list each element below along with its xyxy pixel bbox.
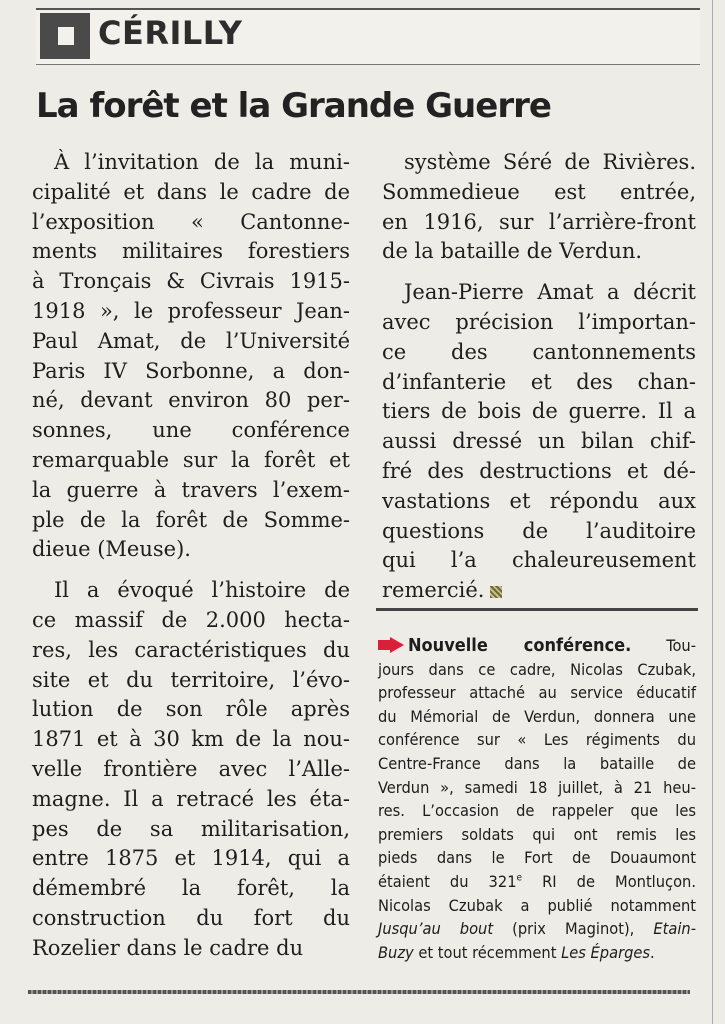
article-line: lution de son rôle après: [32, 697, 350, 722]
article-line: fré des destructions et dé-: [382, 458, 696, 483]
article-line: Jean-Pierre Amat a décrit: [404, 280, 696, 305]
article-line: Paris IV Sorbonne, a don-: [32, 358, 350, 383]
sidebar-line: [378, 870, 696, 894]
article-line: né, devant environ 80 per-: [32, 388, 350, 413]
article-line: remercié.: [382, 576, 696, 606]
section-name: CÉRILLY: [98, 14, 243, 52]
article-line: Paul Amat, de l’Université: [32, 328, 350, 353]
paragraph-gap: [32, 565, 350, 576]
article-line: Sommedieue est entrée,: [382, 179, 696, 204]
sidebar-superscript: e: [516, 872, 523, 884]
sidebar-line: Verdun », samedi 18 juillet, à 21 heu-: [378, 777, 696, 797]
article-line: questions de l’auditoire: [382, 518, 696, 543]
article-line: velle frontière avec l’Alle-: [32, 756, 350, 781]
article-line: pes de sa militarisation,: [32, 816, 350, 841]
sidebar-line: professeur attaché au service éducatif: [378, 683, 696, 703]
article-line: en 1916, sur l’arrière-front: [382, 209, 696, 234]
article-line: 1871 et à 30 km de la nou-: [32, 727, 350, 752]
article-line: ce massif de 2.000 hecta-: [32, 607, 350, 632]
sidebar-text: RI de Montluçon.: [522, 871, 696, 891]
article-line: sonnes, une conférence: [32, 418, 350, 443]
sidebar-rule: [376, 608, 698, 611]
article-line: Il a évoqué l’histoire de: [54, 578, 350, 603]
sidebar-box: [378, 634, 696, 964]
sidebar-line: [378, 941, 696, 965]
sidebar-line: du Mémorial de Verdun, donnera une: [378, 706, 696, 726]
article-line: tiers de bois de guerre. Il a: [382, 399, 696, 424]
sidebar-lead-rest: Tou-: [631, 636, 696, 655]
sidebar-line: Nicolas Czubak a publié notamment: [378, 895, 696, 915]
article-line: aussi dressé un bilan chif-: [382, 429, 696, 454]
red-arrow-icon: [378, 637, 404, 653]
article-line: site et du territoire, l’évo-: [32, 667, 350, 692]
square-marker-icon: [40, 13, 90, 59]
sidebar-line: jours dans ce cadre, Nicolas Czubak,: [378, 659, 696, 679]
article-line: l’exposition « Cantonne-: [32, 209, 350, 234]
sidebar-text: étaient du 321: [378, 871, 517, 891]
article-line: Rozelier dans le cadre du: [32, 935, 304, 960]
article-line: de la bataille de Verdun.: [382, 239, 643, 264]
article-line: cipalité et dans le cadre de: [32, 179, 350, 204]
article-line: entre 1875 et 1914, qui a: [32, 846, 350, 871]
sidebar-line: [378, 917, 696, 941]
book-title: Les Éparges: [561, 942, 651, 962]
sidebar-text: (prix Maginot),: [493, 919, 654, 939]
article-line: 1918 », le professeur Jean-: [32, 298, 350, 323]
paragraph-gap: [382, 267, 696, 278]
article-line: la guerre à travers l’exem-: [32, 477, 350, 502]
article-line: magne. Il a retracé les éta-: [32, 786, 350, 811]
article-line: à Tronçais & Civrais 1915-: [32, 269, 350, 294]
sidebar-line: premiers soldats qui ont remis les: [378, 824, 696, 844]
article-column-left: [32, 148, 350, 964]
book-title: Etain-: [653, 919, 697, 939]
sidebar-line: pieds dans le Fort de Douaumont: [378, 848, 696, 868]
article-line: démembré la forêt, la: [32, 876, 350, 901]
article-line: d’infanterie et des chan-: [382, 369, 696, 394]
article-line: avec précision l’importan-: [382, 309, 696, 334]
sidebar-line: [378, 634, 696, 658]
book-title: Buzy: [378, 942, 414, 962]
sidebar-text: .: [650, 942, 655, 962]
bottom-dotted-rule: [28, 990, 690, 994]
book-title: Jusqu’au bout: [378, 919, 494, 939]
article-line: qui l’a chaleureusement: [382, 548, 696, 573]
article-headline: La forêt et la Grande Guerre: [36, 86, 551, 126]
article-line: res, les caractéristiques du: [32, 637, 350, 662]
article-line: vastations et répondu aux: [382, 488, 696, 513]
article-line: construction du fort du: [32, 905, 350, 930]
article-line: À l’invitation de la muni-: [54, 150, 350, 174]
sidebar-text: et tout récemment: [413, 942, 562, 962]
article-line: dieue (Meuse).: [32, 537, 191, 562]
article-line: système Séré de Rivières.: [404, 150, 696, 174]
sidebar-line: Centre-France dans la bataille de: [378, 753, 696, 773]
article-line: remarquable sur la forêt et: [32, 447, 350, 472]
article-column-right: [382, 148, 696, 606]
article-line: ments militaires forestiers: [32, 239, 350, 264]
page-edge: [712, 0, 713, 1024]
article-line: ple de la forêt de Somme-: [32, 507, 350, 532]
article-line: ce des cantonnements: [382, 339, 696, 364]
sidebar-lead: Nouvelle conférence.: [408, 635, 632, 656]
square-marker-inner: [58, 27, 74, 45]
sidebar-line: conférence sur « Les régiments du: [378, 730, 696, 750]
sidebar-line: res. L’occasion de rappeler que les: [378, 801, 696, 821]
end-of-article-icon: [490, 586, 502, 598]
